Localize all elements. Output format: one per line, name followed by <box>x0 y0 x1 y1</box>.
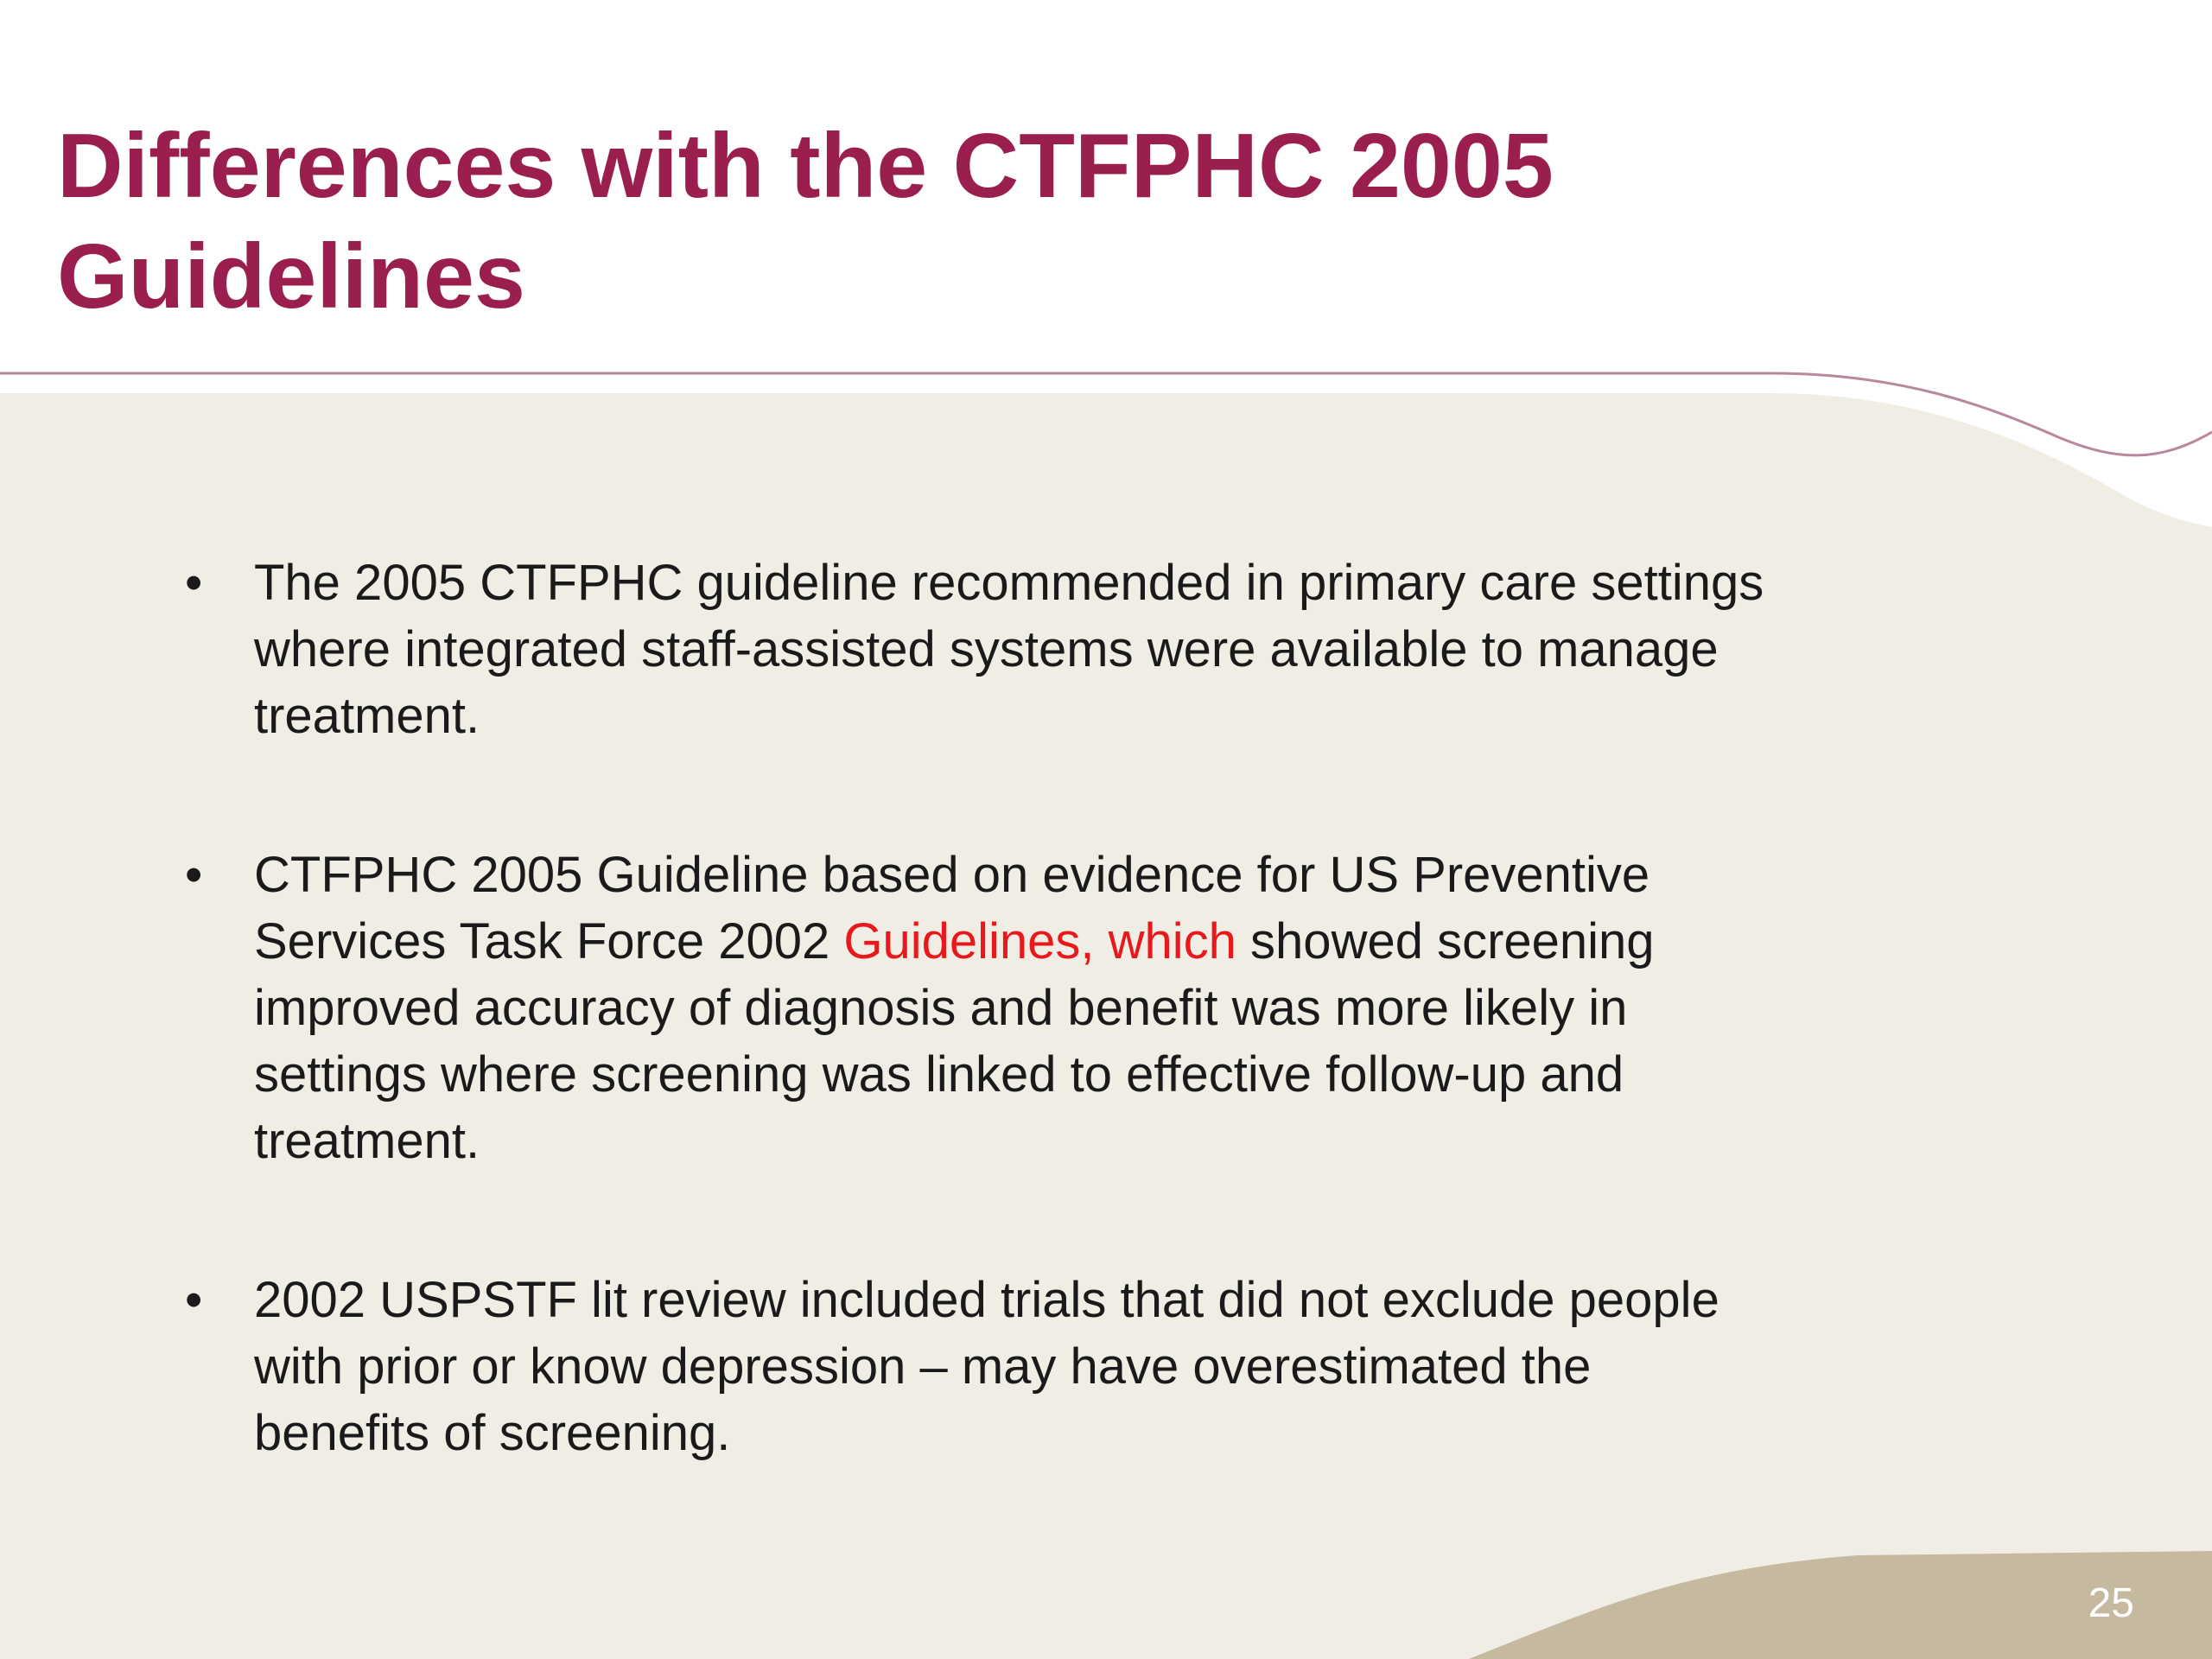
bullet-line-segment: showed screening <box>1236 913 1655 969</box>
bullet-line: improved accuracy of diagnosis and benefit was more likely in <box>254 980 1628 1036</box>
bullet-line: settings where screening was linked to effective follow-up and <box>254 1046 1624 1103</box>
slide-title-line-2: Guidelines <box>57 226 525 327</box>
bullet-line: where integrated staff-assisted systems were available to manage <box>254 621 1719 677</box>
bullet-text <box>254 550 2034 749</box>
bullet-line: treatment. <box>254 688 480 744</box>
page-number: 25 <box>2088 1580 2134 1626</box>
bullet-line-segment: Services Task Force 2002 <box>254 913 844 969</box>
bullet-line: The 2005 CTFPHC guideline recommended in primary care settings <box>254 555 1764 611</box>
bullet-line <box>254 908 2034 975</box>
bullet-line: CTFPHC 2005 Guideline based on evidence for US Preventive <box>254 847 1650 903</box>
bullet-line: treatment. <box>254 1113 480 1169</box>
highlighted-text: Guidelines, which <box>843 913 1236 969</box>
bullet-symbol: • <box>185 847 203 903</box>
bullet-line: with prior or know depression – may have overestimated the <box>254 1338 1592 1395</box>
bullet-text <box>254 1267 2034 1466</box>
bullet-line: 2002 USPSTF lit review included trials that did not exclude people <box>254 1272 1719 1328</box>
bullet-line: benefits of screening. <box>254 1405 731 1461</box>
bullet-symbol: • <box>185 555 203 611</box>
bullet-text <box>254 842 2034 1174</box>
slide-title-line-1: Differences with the CTFPHC 2005 <box>57 115 1554 217</box>
bullet-symbol: • <box>185 1272 203 1328</box>
